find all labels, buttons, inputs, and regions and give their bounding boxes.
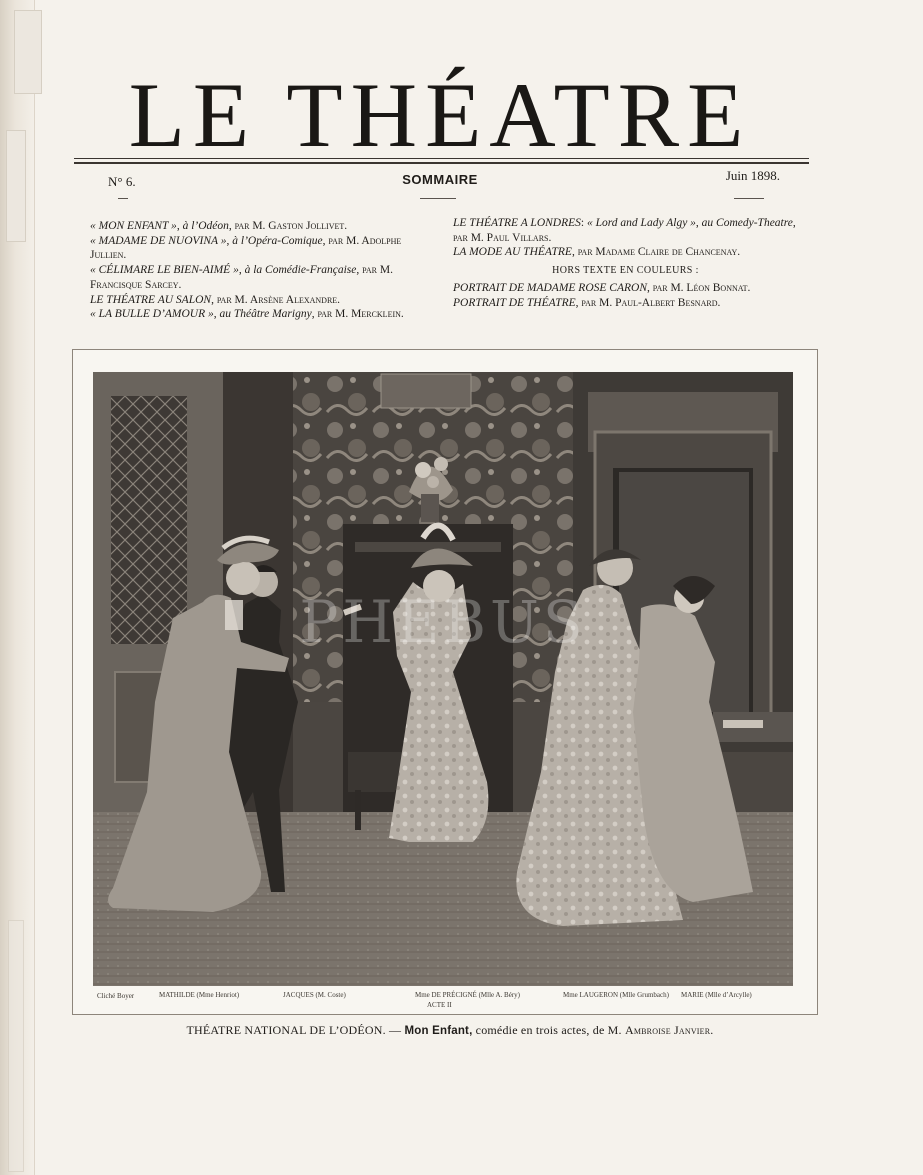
paper-tab xyxy=(8,920,24,1172)
caption-theatre: THÉATRE NATIONAL DE L’ODÉON. — xyxy=(186,1023,402,1037)
stage-photograph xyxy=(93,372,793,986)
toc-venue: au Théâtre Marigny xyxy=(219,308,312,321)
toc-author: par M. Paul Villars. xyxy=(453,231,552,244)
toc-work: « Lord and Lady Algy » xyxy=(586,217,696,229)
toc-entry: LE THÉATRE A LONDRES: « Lord and Lady Algy », au Comedy-Theatre, par M. Paul Villars. xyxy=(453,217,796,244)
contents-left-column xyxy=(90,219,432,322)
toc-entry: PORTRAIT DE MADAME ROSE CARON, par M. Léon Bonnat. xyxy=(453,281,751,294)
sommaire-heading: SOMMAIRE xyxy=(402,172,478,187)
toc-title: LE THÉATRE A LONDRES xyxy=(453,217,581,229)
header-rule xyxy=(74,158,809,159)
ornament-dash xyxy=(118,198,128,199)
toc-venue: au Comedy-Theatre xyxy=(701,217,793,229)
toc-title: « LA BULLE D’AMOUR » xyxy=(90,308,214,321)
toc-title: PORTRAIT DE THÉATRE xyxy=(453,296,576,309)
toc-title: « MON ENFANT » xyxy=(90,220,177,232)
caption-author: Ambroise Janvier. xyxy=(624,1023,714,1037)
photo-captions xyxy=(93,988,793,1014)
toc-entry: « CÉLIMARE LE BIEN-AIMÉ », à la Comédie-Française, par M. Francisque Sarcey. xyxy=(90,264,393,291)
toc-entry: LE THÉATRE AU SALON, par M. Arsène Alexandre. xyxy=(90,293,341,306)
paper-tab xyxy=(6,130,26,242)
ornament-dash xyxy=(420,198,456,199)
toc-author: par M. Paul-Albert Besnard. xyxy=(581,296,721,309)
toc-title: LE THÉATRE AU SALON xyxy=(90,293,212,306)
caption-description: comédie en trois actes, de M. xyxy=(475,1023,622,1037)
figure-caption xyxy=(80,1023,820,1038)
caption-play: Mon Enfant, xyxy=(404,1025,473,1037)
toc-title: « MADAME DE NUOVINA » xyxy=(90,234,227,247)
toc-entry: PORTRAIT DE THÉATRE, par M. Paul-Albert Besnard. xyxy=(453,296,721,309)
photo-credit: Cliché Boyer xyxy=(97,992,135,1000)
toc-author: par M. Adolphe Jullien. xyxy=(90,234,402,262)
cast-caption: MATHILDE (Mme Henriot) xyxy=(159,991,240,999)
toc-title: « CÉLIMARE LE BIEN-AIMÉ » xyxy=(90,264,239,277)
contents-right-column xyxy=(453,216,798,310)
watermark: PHEBUS xyxy=(299,588,587,656)
toc-title: LA MODE AU THÉATRE xyxy=(453,246,572,259)
toc-author: par M. Mercklein. xyxy=(317,308,404,321)
cast-caption: MARIE (Mlle d’Arcylle) xyxy=(681,991,752,999)
toc-entry: « MADAME DE NUOVINA », à l’Opéra-Comique, par M. Adolphe Jullien. xyxy=(90,234,402,262)
cast-caption: Mme LAUGERON (Mlle Grumbach) xyxy=(563,991,669,999)
hors-texte-heading: HORS TEXTE EN COULEURS : xyxy=(552,265,699,277)
toc-author: par M. Francisque Sarcey. xyxy=(90,264,393,291)
paper-tab xyxy=(14,10,42,94)
toc-entry: « MON ENFANT », à l’Odéon, par M. Gaston Jollivet. xyxy=(90,220,348,232)
toc-author: par M. Gaston Jollivet. xyxy=(234,220,348,232)
toc-author: par M. Arsène Alexandre. xyxy=(216,293,341,306)
toc-entry: LA MODE AU THÉATRE, par Madame Claire de Chancenay. xyxy=(453,246,741,259)
toc-venue: à l’Opéra-Comique xyxy=(232,234,323,247)
toc-entry: « LA BULLE D’AMOUR », au Théâtre Marigny, par M. Mercklein. xyxy=(90,308,404,321)
issue-date: Juin 1898. xyxy=(725,168,780,183)
act-label: ACTE II xyxy=(427,1001,452,1009)
cast-caption: Mme DE PRÉCIGNÉ (Mlle A. Béry) xyxy=(415,991,520,999)
masthead-title: LE THÉATRE xyxy=(128,64,752,166)
toc-venue: à l’Odéon xyxy=(182,220,229,232)
header-rule xyxy=(74,162,809,164)
toc-venue: à la Comédie-Française xyxy=(244,264,357,277)
cast-caption: JACQUES (M. Coste) xyxy=(283,991,346,999)
toc-author: par M. Léon Bonnat. xyxy=(652,281,751,294)
ornament-dash xyxy=(734,198,764,199)
issue-number: N° 6. xyxy=(108,174,136,189)
toc-author: par Madame Claire de Chancenay. xyxy=(577,246,741,259)
toc-title: PORTRAIT DE MADAME ROSE CARON xyxy=(453,281,647,294)
